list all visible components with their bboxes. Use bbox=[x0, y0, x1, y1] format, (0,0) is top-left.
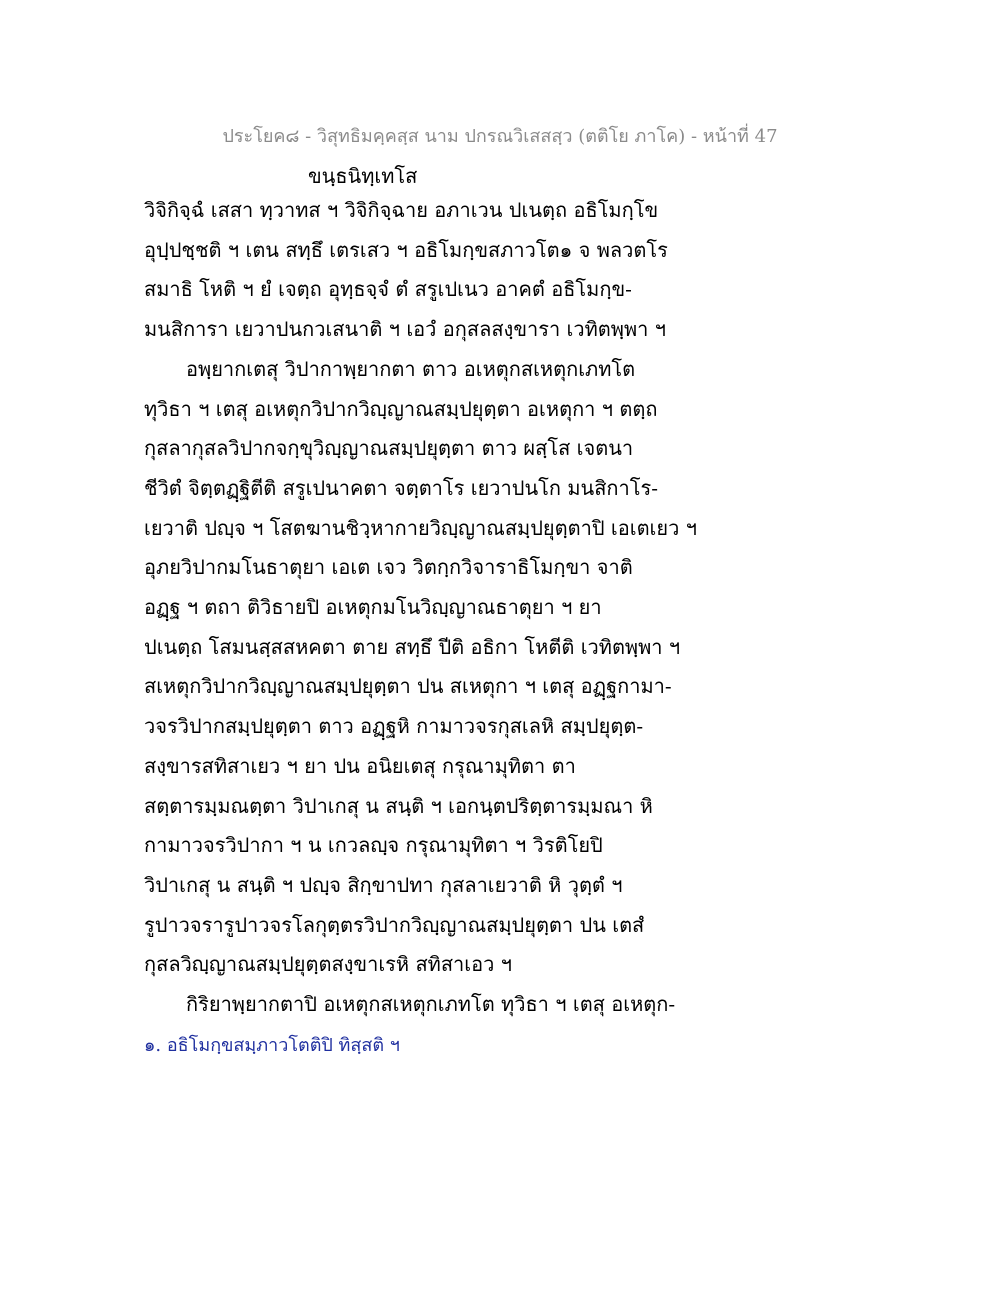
body-line: วจรวิปากสมฺปยุตฺตา ตาว อฏฺฐหิ กามาวจรกุสเลหิ สมฺปยุตฺต- bbox=[144, 714, 644, 739]
body-line: อุปฺปชฺชติ ฯ เตน สทฺธึ เตรเสว ฯ อธิโมกฺขสภาวโต๑ จ พลวตโร bbox=[144, 237, 668, 262]
body-line: สตฺตารมฺมณตฺตา วิปาเกสุ น สนฺติ ฯ เอกนฺตปริตฺตารมฺมณา หิ bbox=[144, 793, 653, 818]
body-line: วิปาเกสุ น สนฺติ ฯ ปญฺจ สิกฺขาปทา กุสลาเยวาติ หิ วุตฺตํ ฯ bbox=[144, 872, 623, 897]
body-line: กิริยาพฺยากตาปิ อเหตุกสเหตุกเภทโต ทุวิธา ฯ เตสุ อเหตุก- bbox=[186, 992, 676, 1016]
body-line: ทุวิธา ฯ เตสุ อเหตุกวิปากวิญฺญาณสมฺปยุตฺตา อเหตุกา ฯ ตตฺถ bbox=[144, 396, 658, 421]
body-line: กุสลวิญฺญาณสมฺปยุตฺตสงฺขาเรหิ สทิสาเอว ฯ bbox=[144, 952, 512, 977]
body-line: กามาวจรวิปากา ฯ น เกวลญฺจ กรุณามุทิตา ฯ วิรติโยปิ bbox=[144, 833, 603, 858]
body-line: มนสิการา เยวาปนกวเสนาติ ฯ เอวํ อกุสลสงฺขารา เวทิตพฺพา ฯ bbox=[144, 317, 666, 342]
body-line: ชีวิตํ จิตฺตฏฺฐิตีติ สรูเปนาคตา จตฺตาโร เยวาปนโก มนสิกาโร- bbox=[144, 475, 658, 500]
running-head: ประโยค๘ - วิสุทธิมคฺคสฺส นาม ปกรณวิเสสสฺว (ตติโย ภาโค) - หน้าที่ 47 bbox=[222, 126, 778, 147]
body-line: กุสลากุสลวิปากจกฺขุวิญฺญาณสมฺปยุตฺตา ตาว ผสฺโส เจตนา bbox=[144, 436, 634, 461]
body-line: อุภยวิปากมโนธาตุยา เอเต เจว วิตกฺกวิจาราธิโมกฺขา จาติ bbox=[144, 555, 633, 580]
section-heading: ขนฺธนิทฺเทโส bbox=[308, 164, 418, 188]
body-line: รูปาวจรารูปาวจรโลกุตฺตรวิปากวิญฺญาณสมฺปยุตฺตา ปน เตสํ bbox=[144, 912, 645, 937]
body-line: ปเนตฺถ โสมนสฺสสหคตา ตาย สทฺธึ ปีติ อธิกา โหตีติ เวทิตพฺพา ฯ bbox=[144, 634, 681, 659]
body-line: อฏฺฐ ฯ ตถา ติวิธายปิ อเหตุกมโนวิญฺญาณธาตุยา ฯ ยา bbox=[144, 595, 602, 619]
body-line: สมาธิ โหติ ฯ ยํ เจตฺถ อุทฺธจฺจํ ตํ สรูเปเนว อาคตํ อธิโมกฺข- bbox=[144, 277, 632, 302]
body-line: เยวาติ ปญฺจ ฯ โสตฆานชิวฺหากายวิญฺญาณสมฺปยุตฺตาปิ เอเตเยว ฯ bbox=[144, 515, 697, 540]
body-line: วิจิกิจฺฉํ เสสา ทฺวาทส ฯ วิจิกิจฺฉาย อภาเวน ปเนตฺถ อธิโมกฺโข bbox=[144, 198, 659, 222]
body-line: สงฺขารสทิสาเยว ฯ ยา ปน อนิยเตสุ กรุณามุทิตา ตา bbox=[144, 753, 576, 778]
footnote: ๑. อธิโมกฺขสมฺภาวโตติปิ ทิสฺสติ ฯ bbox=[144, 1035, 400, 1056]
body-line: อพฺยากเตสุ วิปากาพฺยากตา ตาว อเหตุกสเหตุกเภทโต bbox=[186, 356, 636, 381]
body-line: สเหตุกวิปากวิญฺญาณสมฺปยุตฺตา ปน สเหตุกา ฯ เตสุ อฏฺฐกามา- bbox=[144, 674, 672, 699]
